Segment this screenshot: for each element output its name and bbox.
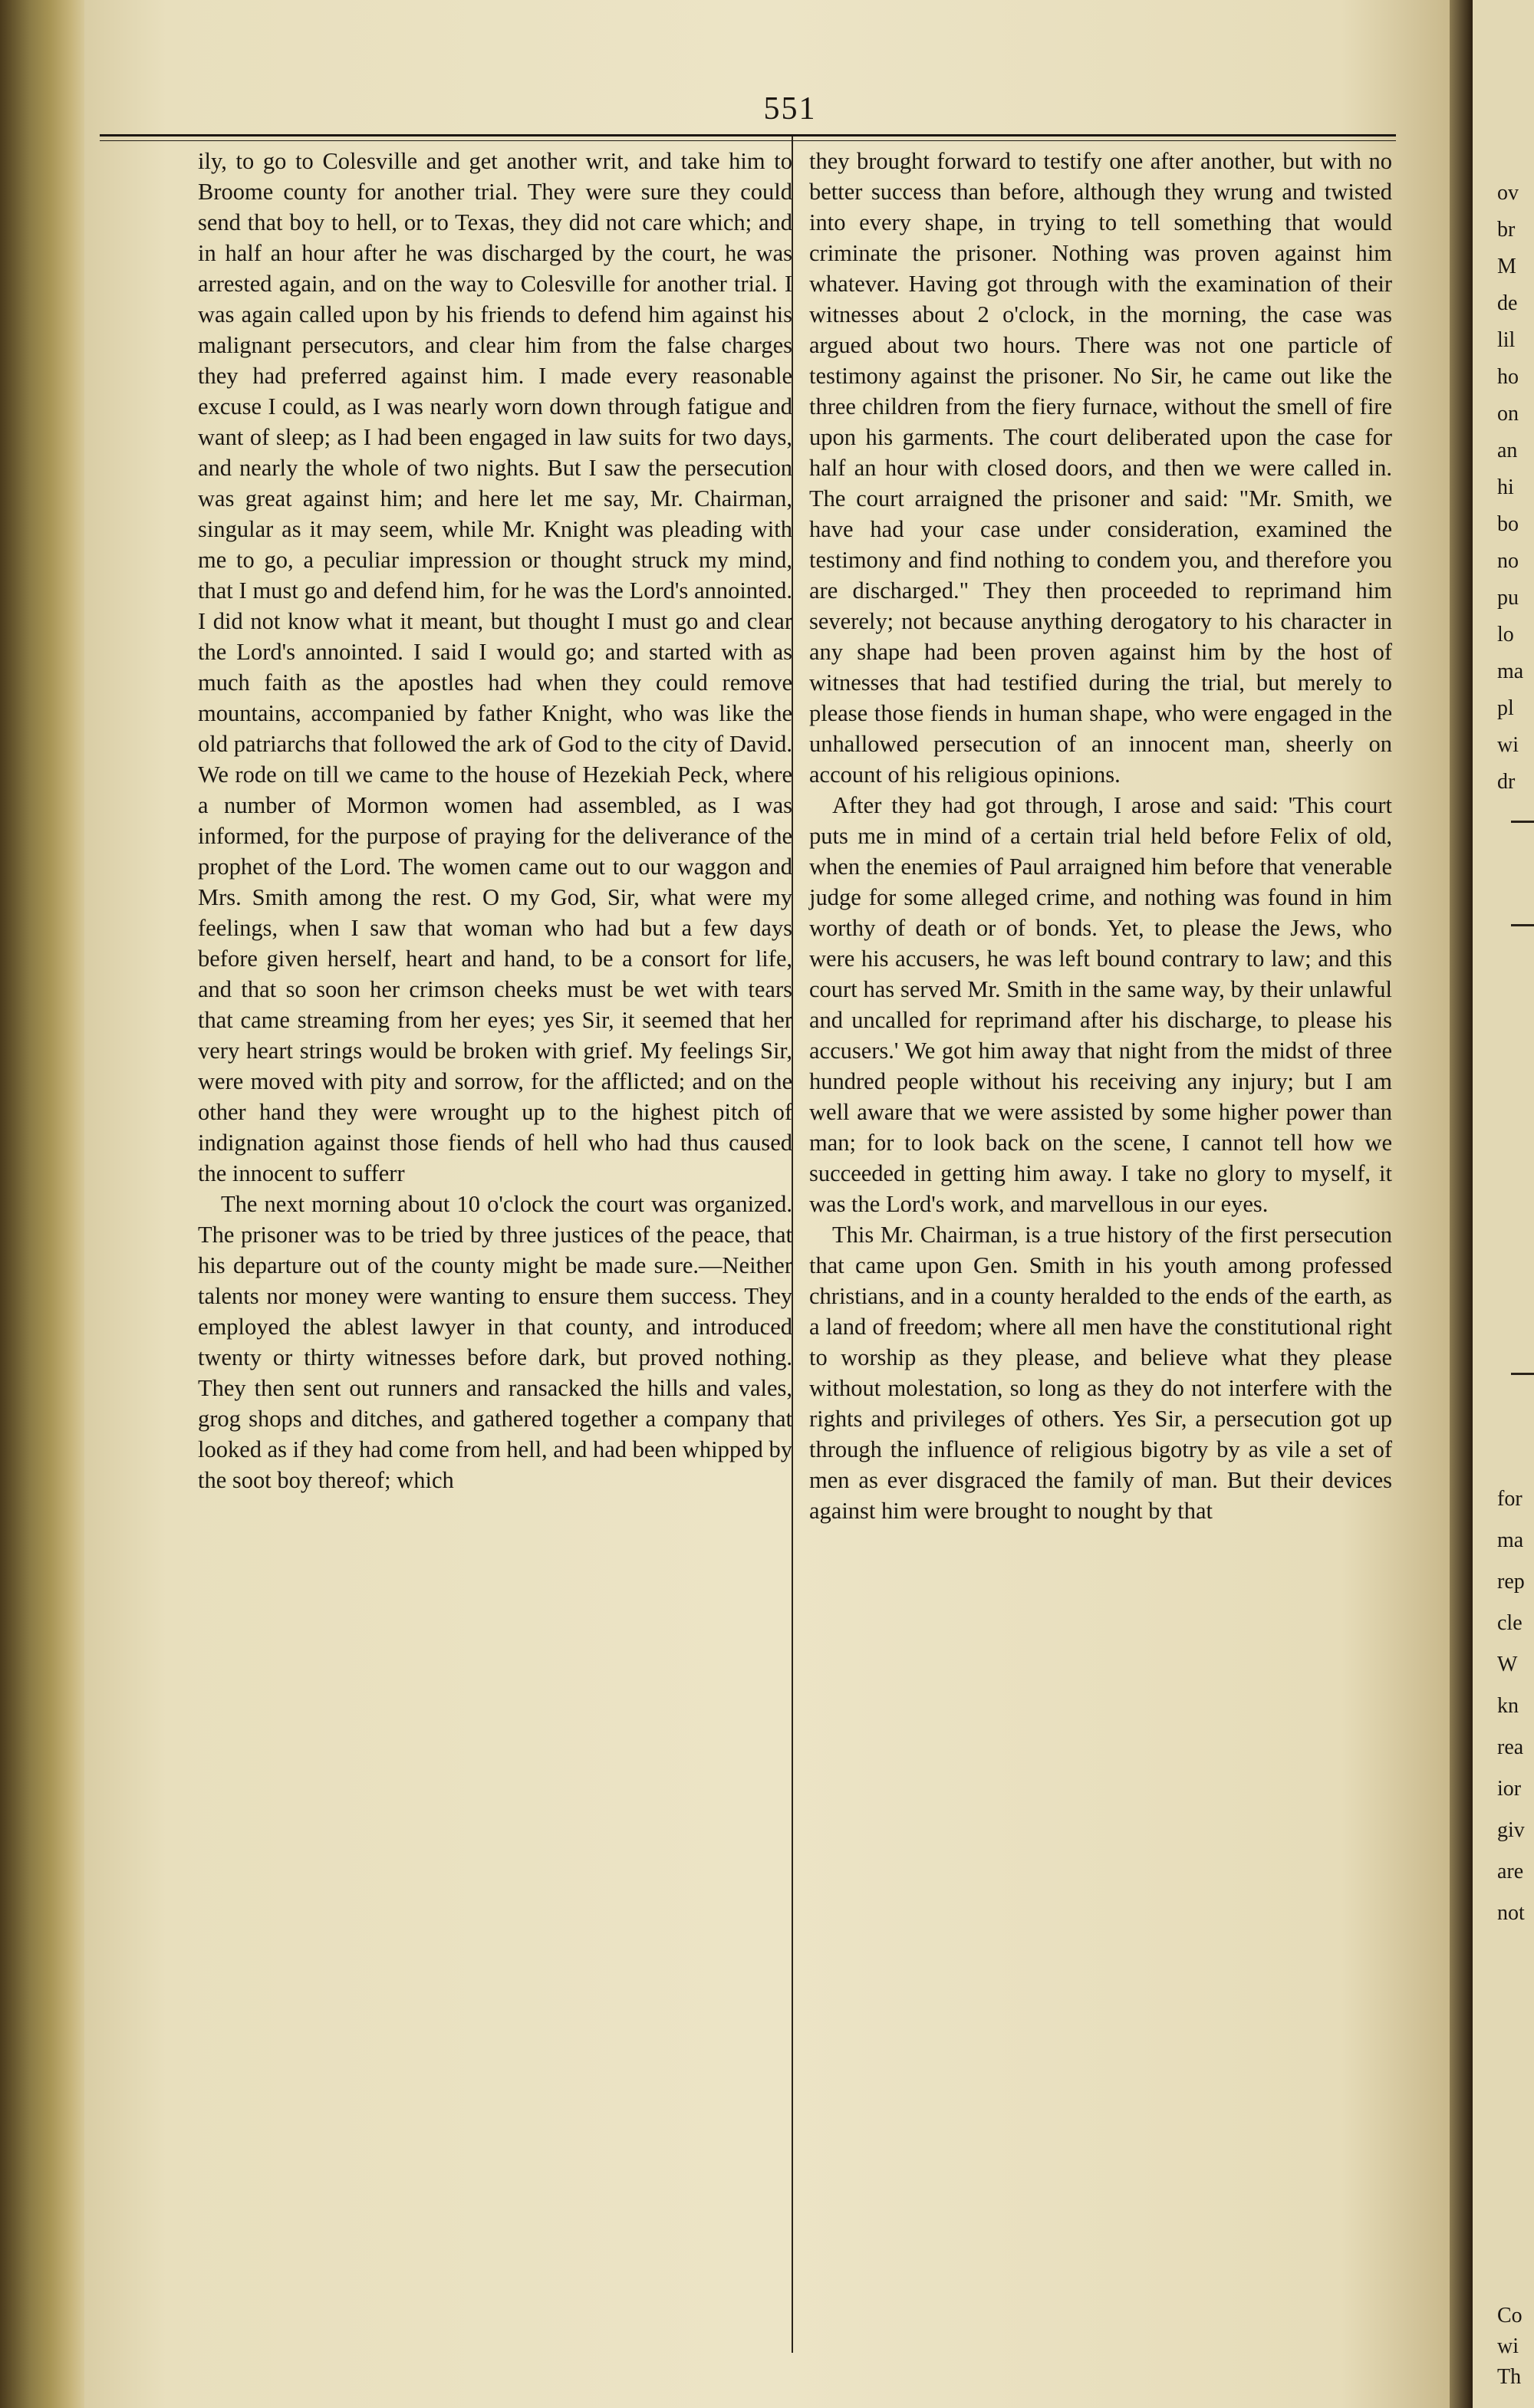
fragment: ma xyxy=(1497,1528,1524,1552)
fragment: ma xyxy=(1497,660,1524,683)
fragment: bo xyxy=(1497,512,1519,536)
fragment: de xyxy=(1497,291,1518,315)
fragment: cle xyxy=(1497,1611,1522,1635)
fragment: Th xyxy=(1497,2365,1522,2389)
fragment: ior xyxy=(1497,1777,1522,1801)
fragment: for xyxy=(1497,1487,1522,1511)
fragment: rea xyxy=(1497,1735,1524,1759)
fragment: lo xyxy=(1497,623,1514,646)
adjacent-page-text-lower xyxy=(1497,1479,1534,1934)
fragment: rep xyxy=(1497,1570,1525,1594)
fragment: Co xyxy=(1497,2304,1522,2327)
fragment: br xyxy=(1497,218,1516,242)
fragment: M xyxy=(1497,255,1516,278)
adjacent-rule xyxy=(1511,1373,1534,1375)
header-rule xyxy=(100,134,1396,141)
fragment: kn xyxy=(1497,1694,1519,1718)
right-paragraph-2: After they had got through, I arose and said: 'This court puts me in mind of a certain trial held before Felix of old, when the enemies of Paul arraigned him before that venerable judge for some alleged crime, and nothing was found in him worthy of death or of bonds. Yet, to please the Jews, who were his accusers, he was left bound contrary to law; and this court has served Mr. Smith in the same way, by their unlawful and uncalled for reprimand after his discharge, to please his accusers.' We got him away that night from the midst of three hundred people without his receiving any injury; but I am well aware that we were assisted by some higher power than man; for to look back on the scene, I cannot tell how we succeeded in getting him away. I take no glory to myself, it was the Lord's work, and marvellous in our eyes. xyxy=(809,792,1392,1217)
left-column xyxy=(198,146,792,1495)
page-number: 551 xyxy=(763,91,817,127)
fragment: wi xyxy=(1497,2334,1519,2358)
fragment: hi xyxy=(1497,475,1514,499)
fragment: on xyxy=(1497,402,1519,426)
fragment: no xyxy=(1497,549,1519,573)
adjacent-rule xyxy=(1511,821,1534,823)
fragment: W xyxy=(1497,1653,1518,1676)
adjacent-rule xyxy=(1511,924,1534,926)
right-paragraph-1: they brought forward to testify one after another, but with no better success than before, although they wrung and twisted into every shape, in trying to tell something that would criminate the prisoner. Nothing was proven against him whatever. Having got through with the examination of their witnesses about 2 o'clock, in the morning, the case was argued about two hours. There was not one particle of testimony against the prisoner. No Sir, he came out like the three children from the fiery furnace, without the smell of fire upon his garments. The court deliberated upon the case for half an hour with closed doors, and then we were called in. The court arraigned the prisoner and said: "Mr. Smith, we have had your case under consideration, examined the testimony and find nothing to condem you, and therefore you are discharged." They then proceeded to reprimand him severely; not because anything derogatory to his character in any shape had been proven against him by the host of witnesses that had testified during the trial, but merely to please those fiends in human shape, who were engaged in the unhallowed persecution of an innocent man, sheerly on account of his religious opinions. xyxy=(809,148,1392,788)
fragment: wi xyxy=(1497,733,1519,757)
fragment: not xyxy=(1497,1901,1525,1925)
fragment: an xyxy=(1497,439,1518,462)
right-paragraph-3: This Mr. Chairman, is a true history of the first persecution that came upon Gen. Smith in his youth among professed christians, and in a county heralded to the ends of the earth, as a land of freedom; where all men have the constitutional right to worship as they please, and believe what they please without molestation, so long as they do not interfere with the rights and privileges of others. Yes Sir, a persecution got up through the influence of religious bigotry by as vile a set of men as ever disgraced the family of man. But their devices against him were brought to nought by that xyxy=(809,1222,1392,1524)
adjacent-page-text-bottom xyxy=(1497,2301,1534,2393)
fragment: ho xyxy=(1497,365,1519,389)
right-column xyxy=(809,146,1392,1526)
fragment: ov xyxy=(1497,181,1519,205)
left-paragraph-2: The next morning about 10 o'clock the court was organized. The prisoner was to be tried by three justices of the peace, that his departure out of the county might be made sure.—Neither talents nor money were wanting to ensure them success. They employed the ablest lawyer in that county, and introduced twenty or thirty witnesses before dark, but proved nothing. They then sent out runners and ransacked the hills and vales, grog shops and ditches, and gathered together a company that looked as if they had come from hell, and had been whipped by the soot boy thereof; which xyxy=(198,1191,792,1493)
left-paragraph-1: ily, to go to Colesville and get another writ, and take him to Broome county for another trial. They were sure they could send that boy to hell, or to Texas, they did not care which; and in half an hour after he was discharged by the court, he was arrested again, and on the way to Colesville for another trial. I was again called upon by his friends to defend him against his malignant persecutors, and clear him from the false charges they had preferred against him. I made every reasonable excuse I could, as I was nearly worn down through fatigue and want of sleep; as I had been engaged in law suits for two days, and nearly the whole of two nights. But I saw the persecution was great against him; and here let me say, Mr. Chairman, singular as it may seem, while Mr. Knight was pleading with me to go, a peculiar impression or thought struck my mind, that I must go and defend him, for he was the Lord's annointed. I did not know what it meant, but thought I must go and clear the Lord's annointed. I said I would go; and started with as much faith as the apostles had when they could remove mountains, accompanied by father Knight, who was like the old patriarchs that followed the ark of God to the city of David. We rode on till we came to the house of Hezekiah Peck, where a number of Mormon women had assembled, as I was informed, for the purpose of praying for the deliverance of the prophet of the Lord. The women came out to our waggon and Mrs. Smith among the rest. O my God, Sir, what were my feelings, when I saw that woman who had but a few days before given herself, heart and hand, to be a consort for life, and that so soon her crimson cheeks must be wet with tears that came streaming from her eyes; yes Sir, it seemed that her very heart strings would be broken with grief. My feelings Sir, were moved with pity and sorrow, for the afflicted; and on the other hand they were wrought up to the highest pitch of indignation against those fiends of hell who had thus caused the innocent to sufferr xyxy=(198,148,792,1186)
adjacent-page-text-upper xyxy=(1497,175,1534,801)
fragment: pu xyxy=(1497,586,1519,610)
page-gutter xyxy=(1450,0,1473,2408)
fragment: are xyxy=(1497,1860,1524,1883)
book-edge xyxy=(0,0,84,2408)
fragment: pl xyxy=(1497,696,1514,720)
fragment: giv xyxy=(1497,1818,1525,1842)
fragment: lil xyxy=(1497,328,1516,352)
fragment: dr xyxy=(1497,770,1516,794)
